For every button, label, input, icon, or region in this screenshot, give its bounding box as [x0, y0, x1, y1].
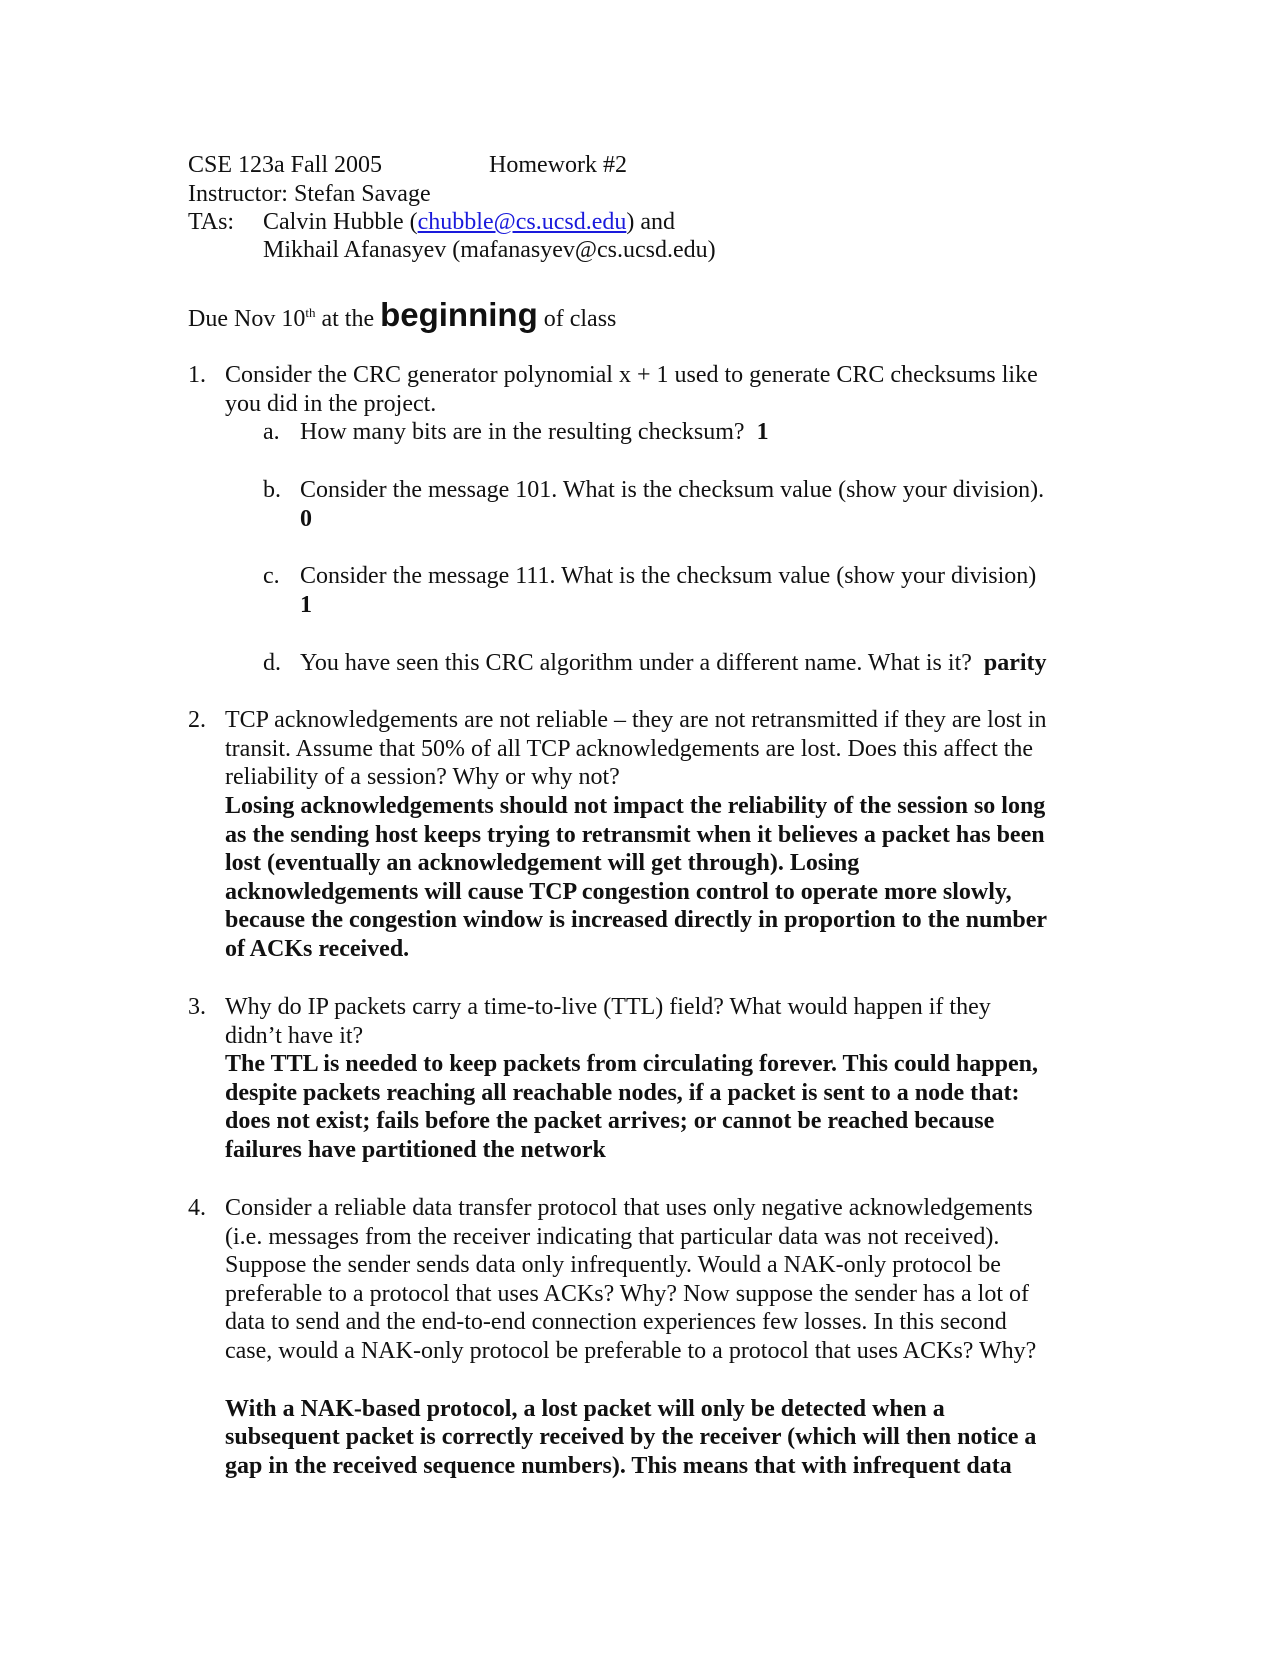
q2-answer-line: as the sending host keeps trying to retransmit when it believes a packet has been [225, 822, 1045, 848]
q3-text-line: didn’t have it? [225, 1023, 364, 1049]
q3-answer-line: despite packets reaching all reachable nodes, if a packet is sent to a node that: [225, 1080, 1020, 1106]
instructor-line: Instructor: Stefan Savage [188, 181, 431, 207]
q2-text-line: TCP acknowledgements are not reliable – they are not retransmitted if they are lost in [225, 707, 1047, 733]
q4-answer-line: gap in the received sequence numbers). This means that with infrequent data [225, 1453, 1012, 1479]
q4-number: 4. [188, 1195, 206, 1221]
q1a-answer: 1 [756, 419, 769, 445]
q1-text-line: Consider the CRC generator polynomial x + 1 used to generate CRC checksums like [225, 362, 1038, 388]
due-line [188, 296, 617, 334]
q1b-text: Consider the message 101. What is the checksum value (show your division). [300, 477, 1045, 503]
q2-answer-line: lost (eventually an acknowledgement will get through). Losing [225, 850, 860, 876]
due-sup: th [305, 305, 316, 320]
q4-text-line: preferable to a protocol that uses ACKs? Why? Now suppose the sender has a lot of [225, 1281, 1030, 1307]
q2-answer-line: Losing acknowledgements should not impact the reliability of the session so long [225, 793, 1046, 819]
q1-number: 1. [188, 362, 206, 388]
due-middle: at the [315, 306, 381, 332]
ta1-line [263, 208, 675, 237]
ta1-suffix: ) and [626, 209, 676, 235]
q2-number: 2. [188, 707, 206, 733]
q1d-label: d. [263, 650, 281, 676]
q4-text-line: data to send and the end-to-end connection experiences few losses. In this second [225, 1309, 1007, 1335]
q4-text-line: Suppose the sender sends data only infrequently. Would a NAK-only protocol be [225, 1252, 1001, 1278]
course-title: CSE 123a Fall 2005 [188, 152, 383, 178]
q2-text-line: reliability of a session? Why or why not? [225, 764, 620, 790]
q3-answer-line: does not exist; fails before the packet arrives; or cannot be reached because [225, 1108, 995, 1134]
q1a-line [300, 418, 769, 447]
q1d-text: You have seen this CRC algorithm under a different name. What is it? [300, 650, 972, 676]
ta1-name: Calvin Hubble ( [263, 209, 418, 235]
q1b-answer: 0 [300, 506, 312, 532]
homework-title: Homework #2 [489, 152, 627, 178]
due-emphasis: beginning [380, 296, 538, 333]
ta2-line: Mikhail Afanasyev (mafanasyev@cs.ucsd.edu) [263, 237, 716, 263]
q1d-line [300, 649, 1047, 678]
q4-text-line: (i.e. messages from the receiver indicating that particular data was not received). [225, 1224, 1000, 1250]
q4-text-line: Consider a reliable data transfer protocol that uses only negative acknowledgements [225, 1195, 1033, 1221]
tas-label: TAs: [188, 209, 235, 235]
q2-answer-line: acknowledgements will cause TCP congestion control to operate more slowly, [225, 879, 1012, 905]
q1a-label: a. [263, 419, 280, 445]
q4-answer-line: subsequent packet is correctly received by the receiver (which will then notice a [225, 1424, 1037, 1450]
q1b-label: b. [263, 477, 281, 503]
q2-answer-line: of ACKs received. [225, 936, 410, 962]
q1-text-line: you did in the project. [225, 391, 437, 417]
q3-number: 3. [188, 994, 206, 1020]
q1c-text: Consider the message 111. What is the checksum value (show your division) [300, 563, 1037, 589]
q2-text-line: transit. Assume that 50% of all TCP acknowledgements are lost. Does this affect the [225, 736, 1034, 762]
q4-text-line: case, would a NAK-only protocol be preferable to a protocol that uses ACKs? Why? [225, 1338, 1037, 1364]
due-prefix: Due Nov 10 [188, 306, 306, 332]
q3-answer-line: The TTL is needed to keep packets from circulating forever. This could happen, [225, 1051, 1038, 1077]
q1c-label: c. [263, 563, 280, 589]
ta1-email-link[interactable]: chubble@cs.ucsd.edu [417, 209, 627, 235]
q4-answer-line: With a NAK-based protocol, a lost packet will only be detected when a [225, 1396, 945, 1422]
q1a-text: How many bits are in the resulting checksum? [300, 419, 745, 445]
q1d-answer: parity [983, 650, 1047, 676]
q1c-answer: 1 [300, 592, 312, 618]
q2-answer-line: because the congestion window is increased directly in proportion to the number [225, 907, 1048, 933]
q3-answer-line: failures have partitioned the network [225, 1137, 606, 1163]
q3-text-line: Why do IP packets carry a time-to-live (TTL) field? What would happen if they [225, 994, 991, 1020]
due-suffix: of class [537, 306, 617, 332]
